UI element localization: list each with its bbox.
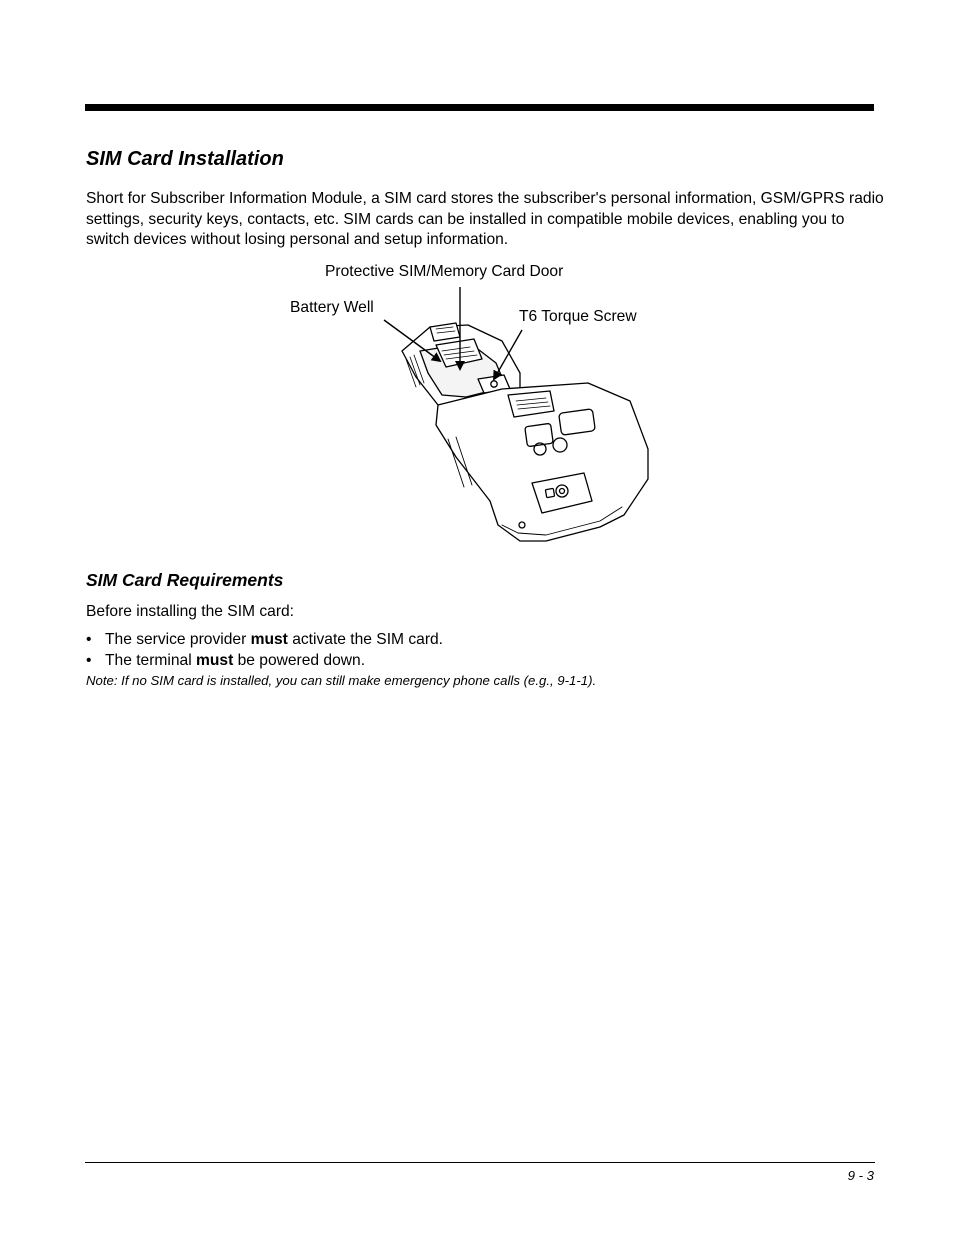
header-rule xyxy=(85,104,874,111)
door-callout: Protective SIM/Memory Card Door xyxy=(325,263,564,280)
emphasis: must xyxy=(196,651,234,669)
note-text: Note: If no SIM card is installed, you can still make emergency phone calls (e.g., 9-1-1). xyxy=(86,673,597,688)
screw-callout: T6 Torque Screw xyxy=(519,308,637,325)
page-number: 9 - 3 xyxy=(847,1168,874,1183)
list-item: • The service provider must activate the SIM card. xyxy=(86,630,443,651)
terminal-figure xyxy=(270,255,690,555)
battery-well-callout: Battery Well xyxy=(290,299,374,316)
list-item: • The terminal must be powered down. xyxy=(86,651,443,672)
footer-rule xyxy=(85,1162,875,1163)
requirements-lead: Before installing the SIM card: xyxy=(86,603,295,620)
requirements-title: SIM Card Requirements xyxy=(86,570,284,590)
intro-paragraph: Short for Subscriber Information Module, a SIM card stores the subscriber's personal information, GSM/GPRS radio settings, security keys, contacts, etc. SIM cards can be installed in compatible mobile devices, enabling you to switch devices without losing personal and setup information. xyxy=(86,190,884,248)
bullet-marker: • xyxy=(86,631,92,648)
bullet-marker: • xyxy=(86,651,92,669)
emphasis: must xyxy=(250,631,288,648)
section-title: SIM Card Installation xyxy=(86,148,284,170)
requirements-list xyxy=(86,630,443,671)
